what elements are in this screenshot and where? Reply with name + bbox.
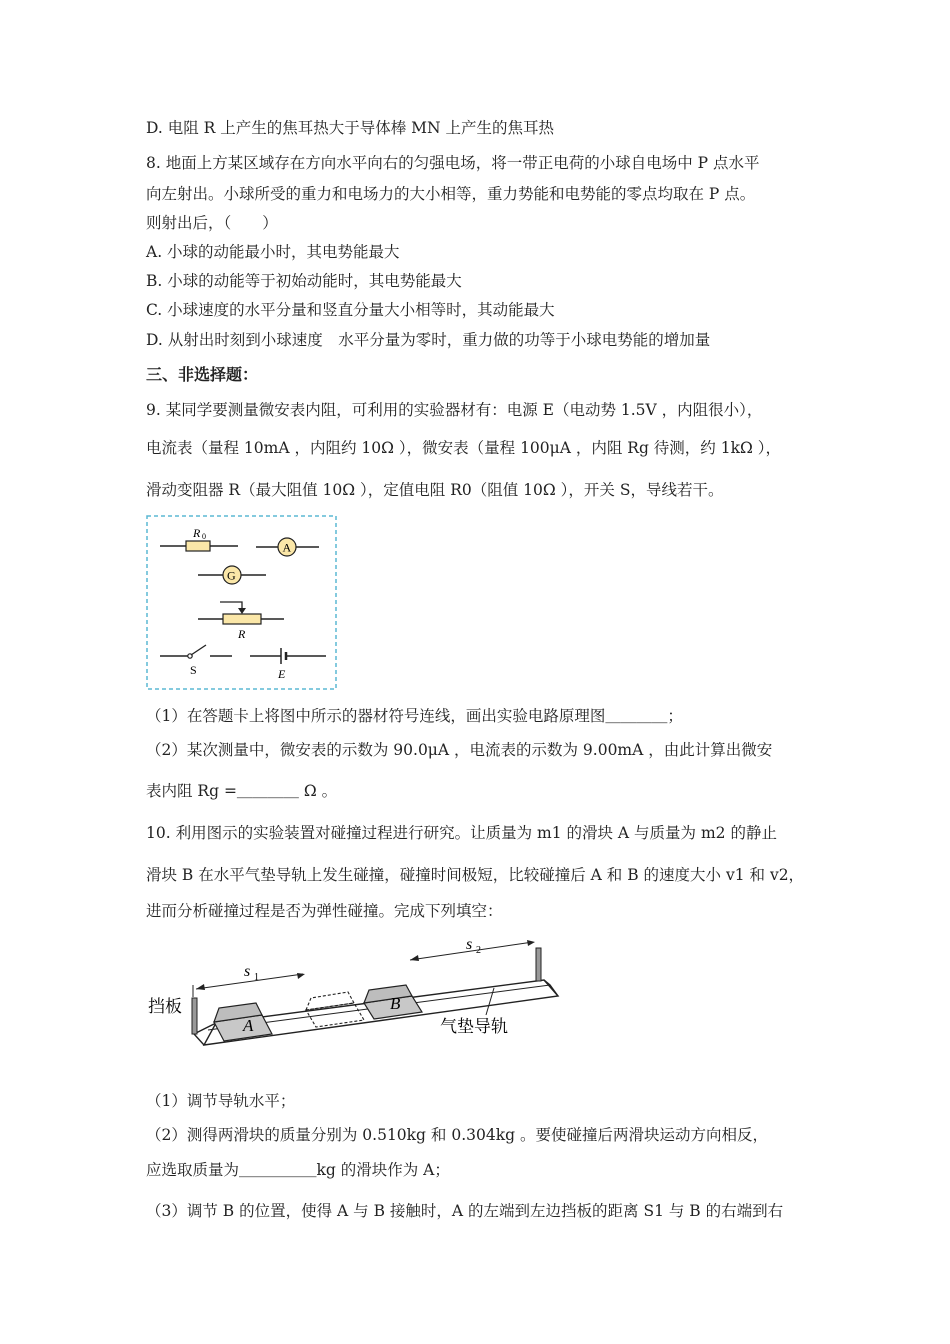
q10-sub3: （3）调节 B 的位置，使得 A 与 B 接触时，A 的左端到左边挡板的距离 S1 与 B 的右端到右 <box>146 1202 784 1220</box>
q10-sub1: （1）调节导轨水平； <box>146 1092 296 1110</box>
q9-stem-line1: 9. 某同学要测量微安表内阻，可利用的实验器材有：电源 E（电动势 1.5V ，内阻很小）， <box>146 401 763 419</box>
slider-a <box>214 1003 272 1041</box>
section-heading: 三、非选择题： <box>146 365 259 384</box>
q10-sub2-line2: 应选取质量为＿＿＿＿＿kg 的滑块作为 A； <box>146 1161 450 1179</box>
r0-subscript: 0 <box>202 532 206 541</box>
slider-b-label: B <box>390 994 401 1013</box>
q9-stem-line2: 电流表（量程 10mA ，内阻约 10Ω ），微安表（量程 100μA ，内阻 Rg 待测，约 1kΩ ）， <box>146 439 782 457</box>
q10-sub2-line1: （2）测得两滑块的质量分别为 0.510kg 和 0.304kg 。要使碰撞后两滑块运动方向相反， <box>146 1126 768 1144</box>
baffle-label: 挡板 <box>148 997 182 1016</box>
ammeter-label: A <box>282 540 292 555</box>
galvanometer-label: G <box>227 568 236 583</box>
q10-stem-line2: 滑块 B 在水平气垫导轨上发生碰撞，碰撞时间极短，比较碰撞后 A 和 B 的速度大小 v1 和 v2， <box>146 866 805 884</box>
rheostat-symbol <box>198 602 284 641</box>
rail-label: 气垫导轨 <box>440 1017 508 1036</box>
s1-dimension <box>193 963 305 997</box>
q9-sub2-line2: 表内阻 Rg =＿＿＿＿ Ω 。 <box>146 782 338 800</box>
air-track-svg <box>146 930 576 1055</box>
q8-stem-line1: 8. 地面上方某区域存在方向水平向右的匀强电场，将一带正电荷的小球自电场中 P 点水平 <box>146 154 760 172</box>
s2-subscript: 2 <box>476 945 481 956</box>
q8-stem-line2: 向左射出。小球所受的重力和电场力的大小相等，重力势能和电势能的零点均取在 P 点。 <box>146 185 756 203</box>
battery-symbol <box>250 648 326 681</box>
r0-label: R <box>193 526 201 540</box>
circuit-components-figure <box>146 515 338 695</box>
q8-option-c: C. 小球速度的水平分量和竖直分量大小相等时，其动能最大 <box>146 301 555 319</box>
q9-sub1: （1）在答题卡上将图中所示的器材符号连线，画出实验电路原理图＿＿＿＿； <box>146 707 683 725</box>
right-baffle <box>536 948 541 981</box>
circuit-svg <box>146 515 338 691</box>
q10-stem-line1: 10. 利用图示的实验装置对碰撞过程进行研究。让质量为 m1 的滑块 A 与质量为 m2 的静止 <box>146 824 777 842</box>
left-baffle <box>192 998 197 1034</box>
s1-label: s <box>244 963 251 980</box>
battery-label: E <box>278 667 286 681</box>
s2-dimension <box>410 936 535 961</box>
s2-label: s <box>466 936 473 953</box>
switch-label: S <box>190 663 197 677</box>
q7-option-d: D. 电阻 R 上产生的焦耳热大于导体棒 MN 上产生的焦耳热 <box>146 119 555 137</box>
q8-stem-line3: 则射出后，（ ） <box>146 214 278 232</box>
q9-sub2-line1: （2）某次测量中，微安表的示数为 90.0μA ，电流表的示数为 9.00mA ，由此计算出微安 <box>146 741 773 759</box>
q8-option-a: A. 小球的动能最小时，其电势能最大 <box>146 243 400 261</box>
q8-option-d: D. 从射出时刻到小球速度 水平分量为零时，重力做的功等于小球电势能的增加量 <box>146 331 711 349</box>
rheostat-label: R <box>238 627 246 641</box>
s1-subscript: 1 <box>254 972 259 983</box>
switch-symbol <box>160 645 232 677</box>
resistor-r0-symbol <box>160 526 238 551</box>
ammeter-symbol <box>256 538 319 556</box>
q8-option-b: B. 小球的动能等于初始动能时，其电势能最大 <box>146 272 462 290</box>
galvanometer-symbol <box>198 566 266 584</box>
q10-stem-line3: 进而分析碰撞过程是否为弹性碰撞。完成下列填空： <box>146 902 503 920</box>
q9-stem-line3: 滑动变阻器 R（最大阻值 10Ω ），定值电阻 R0（阻值 10Ω ），开关 S，导线若干。 <box>146 481 724 499</box>
air-track-figure <box>146 930 576 1059</box>
slider-a-label: A <box>243 1016 254 1035</box>
